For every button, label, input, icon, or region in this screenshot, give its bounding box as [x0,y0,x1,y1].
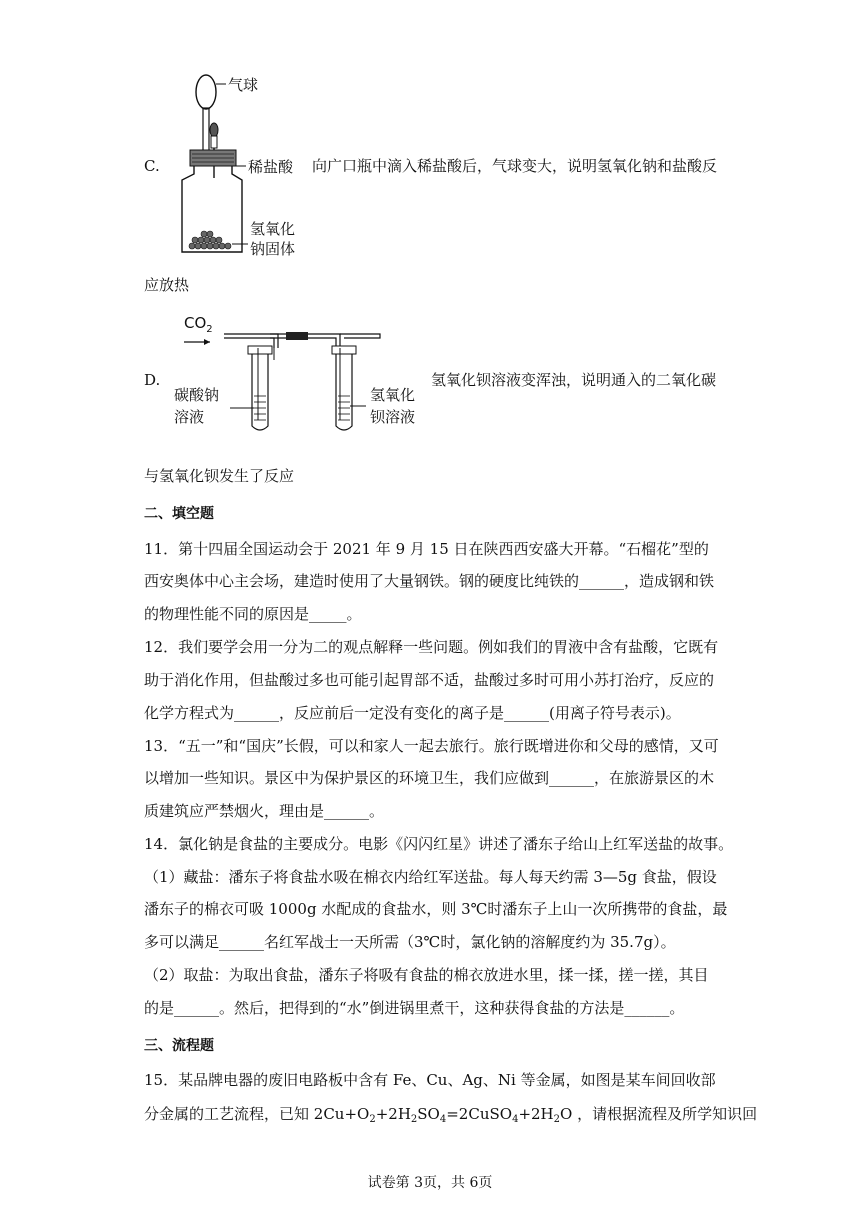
q14-line-3: 潘东子的棉衣可吸 1000g 水配成的食盐水，则 3℃时潘东子上山一次所携带的食盐，最 [144,900,728,918]
q15-text-f: O ，请根据流程及所学知识回 [560,1105,758,1123]
q13-line-1: 13．“五一”和“国庆”长假，可以和家人一起去旅行。旅行既增进你和父母的感情，又可 [144,737,719,755]
option-c-text-2: 应放热 [144,276,190,294]
q14-line-6: 的是______。然后，把得到的“水”倒进锅里煮干，这种获得食盐的方法是______。 [144,999,685,1017]
option-d-text-2: 与氢氧化钡发生了反应 [144,467,295,485]
label-co2: $CO_2$ [184,314,213,335]
q12-line-3: 化学方程式为______，反应前后一定没有变化的离子是______(用离子符号表示)。 [144,704,681,722]
q13-line-2: 以增加一些知识。景区中为保护景区的环境卫生，我们应做到______，在旅游景区的木 [144,769,715,787]
q15-text-c: SO [417,1105,440,1123]
q15-line-2 [144,1105,757,1123]
q11-line-1: 11．第十四届全国运动会于 2021 年 9 月 15 日在陕西西安盛大开幕。“石榴花”型的 [144,540,709,558]
label-solid-2: 钠固体 [250,240,296,258]
q15-text-a: 分金属的工艺流程，已知 2Cu+O [144,1105,370,1123]
page-footer: 试卷第 3页，共 6页 [367,1175,493,1191]
option-c-letter: C. [144,157,160,175]
q15-sub-5: 2 [553,1114,561,1125]
figure-d-apparatus [170,312,430,438]
q11-line-2: 西安奥体中心主会场，建造时使用了大量钢铁。钢的硬度比纯铁的______，造成钢和铁 [144,572,715,590]
label-balloon: 气球 [228,76,259,94]
section2-title: 二、填空题 [144,506,214,522]
label-solid-1: 氢氧化 [250,220,296,238]
q15-text-e: +2H [518,1105,554,1123]
q15-sub-4: 4 [512,1114,519,1125]
label-right-2: 钡溶液 [370,408,416,426]
q12-line-2: 助于消化作用，但盐酸过多也可能引起胃部不适，盐酸过多时可用小苏打治疗，反应的 [144,671,715,689]
label-left-1: 碳酸钠 [174,386,220,404]
q14-line-2: （1）藏盐：潘东子将食盐水吸在棉衣内给红军送盐。每人每天约需 3—5g 食盐，假设 [144,868,717,886]
label-acid: 稀盐酸 [248,158,294,176]
q15-text-b: +2H [375,1105,411,1123]
section3-title: 三、流程题 [144,1038,214,1054]
q13-line-3: 质建筑应严禁烟火，理由是______。 [144,802,385,820]
q11-line-3: 的物理性能不同的原因是_____。 [144,605,362,623]
q15-sub-3: 4 [439,1114,447,1125]
q15-line-1: 15．某品牌电器的废旧电路板中含有 Fe、Cu、Ag、Ni 等金属，如图是某车间回收部 [144,1071,716,1089]
label-right-1: 氢氧化 [370,386,416,404]
q15-text-d: =2CuSO [446,1105,513,1123]
option-c-text-1: 向广口瓶中滴入稀盐酸后，气球变大，说明氢氧化钠和盐酸反 [312,157,718,175]
option-d-text-1: 氢氧化钡溶液变浑浊，说明通入的二氧化碳 [431,371,717,389]
q12-line-1: 12．我们要学会用一分为二的观点解释一些问题。例如我们的胃液中含有盐酸，它既有 [144,638,719,656]
option-d-letter: D. [144,371,161,389]
figure-c-apparatus [176,70,316,260]
q15-sub-2: 2 [410,1114,418,1125]
label-left-2: 溶液 [174,408,205,426]
q14-line-1: 14．氯化钠是食盐的主要成分。电影《闪闪红星》讲述了潘东子给山上红军送盐的故事。 [144,835,734,853]
q15-sub-1: 2 [369,1114,376,1125]
q14-line-4: 多可以满足______名红军战士一天所需（3℃时，氯化钠的溶解度约为 35.7g）。 [144,933,676,951]
q14-line-5: （2）取盐：为取出食盐，潘东子将吸有食盐的棉衣放进水里，揉一揉，搓一搓，其目 [144,966,709,984]
